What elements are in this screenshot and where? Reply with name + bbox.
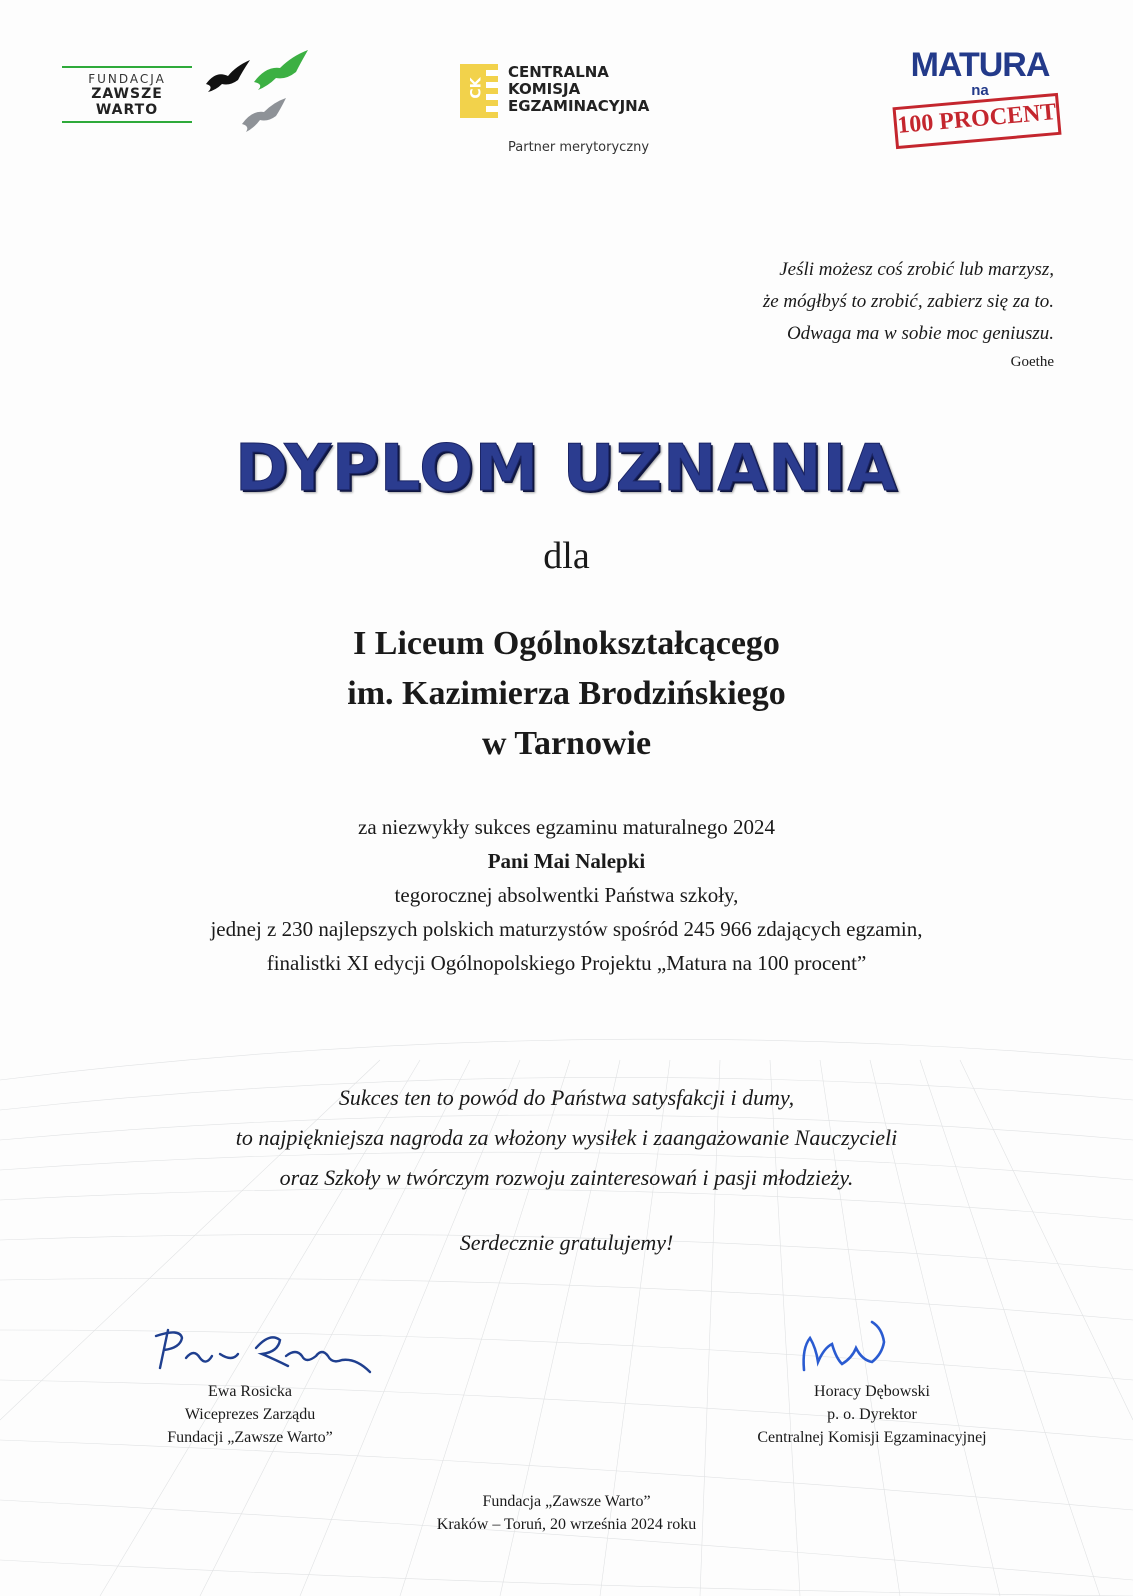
signer-name: Ewa Rosicka [208, 1383, 292, 1400]
reason-line: tegorocznej absolwentki Państwa szkoły, [394, 883, 739, 907]
zawsze-warto-label: ZAWSZE WARTO [91, 86, 163, 118]
logo-line-bottom [62, 121, 192, 123]
school-name [0, 619, 1133, 769]
quote-author: Goethe [1010, 354, 1054, 370]
cke-bars-icon [484, 70, 498, 112]
congratulations: Serdecznie gratulujemy! [459, 1230, 674, 1255]
award-reason [0, 810, 1133, 980]
signature-block-right [732, 1318, 1012, 1449]
goethe-quote [763, 254, 1054, 374]
quote-line: że mógłbyś to zrobić, zabierz się za to. [762, 291, 1054, 312]
signature-block-left [120, 1318, 380, 1449]
reason-line: finalistki XI edycji Ogólnopolskiego Projektu „Matura na 100 procent” [266, 951, 867, 975]
diploma-title [0, 432, 1133, 506]
fundacja-label: FUNDACJA [88, 72, 166, 86]
school-name-line: I Liceum Ogólnokształcącego [353, 625, 780, 662]
quote-line: Odwaga ma w sobie moc geniuszu. [786, 323, 1054, 344]
closing-line: oraz Szkoły w twórczym rozwoju zainteresowań i pasji młodzieży. [279, 1165, 854, 1190]
signer-name: Horacy Dębowski [814, 1383, 930, 1400]
swallows-icon [202, 46, 322, 136]
signer-role: Wiceprezes Zarządu [184, 1406, 316, 1423]
footer-organization: Fundacja „Zawsze Warto” [482, 1493, 651, 1510]
cke-emblem-letters: CK [468, 77, 485, 99]
quote-line: Jeśli możesz coś zrobić lub marzysz, [779, 259, 1054, 280]
closing-line: Sukces ten to powód do Państwa satysfakcji i dumy, [338, 1085, 795, 1110]
cke-logo [460, 64, 700, 164]
closing-line: to najpiękniejsza nagroda za włożony wysiłek i zaangażowanie Nauczycieli [235, 1125, 898, 1150]
logo-line-top [62, 66, 192, 68]
fundacja-zawsze-warto-logo [62, 58, 322, 138]
school-name-line: w Tarnowie [481, 725, 652, 762]
partner-label: Partner merytoryczny [508, 140, 650, 155]
cke-name-line2: KOMISJA [508, 80, 581, 98]
title-text: DYPLOM UZNANIA [235, 432, 898, 506]
reason-line: za niezwykły sukces egzaminu maturalnego 2024 [358, 815, 775, 839]
handwritten-signature-left [120, 1318, 380, 1380]
cke-name-line1: CENTRALNA [508, 63, 609, 81]
matura-100-procent-logo [890, 46, 1070, 156]
school-name-line: im. Kazimierza Brodzińskiego [347, 675, 786, 712]
signer-organization: Centralnej Komisji Egzaminacyjnej [757, 1429, 987, 1446]
footer-place-date: Kraków – Toruń, 20 września 2024 roku [436, 1516, 697, 1533]
cke-emblem-icon [460, 64, 498, 118]
matura-stamp: 100 PROCENT [892, 93, 1061, 149]
signer-role: p. o. Dyrektor [827, 1406, 917, 1423]
matura-word: MATURA [910, 46, 1050, 84]
handwritten-signature-right [732, 1318, 1012, 1380]
cke-name-line3: EGZAMINACYJNA [508, 97, 650, 115]
for-word: dla [543, 535, 590, 577]
matura-na: na [971, 82, 989, 99]
graduate-name: Pani Mai Nalepki [487, 849, 646, 873]
closing-statement [0, 1078, 1133, 1198]
footer [0, 1490, 1133, 1536]
reason-line: jednej z 230 najlepszych polskich maturzystów spośród 245 966 zdających egzamin, [210, 917, 923, 941]
signer-organization: Fundacji „Zawsze Warto” [167, 1429, 333, 1446]
